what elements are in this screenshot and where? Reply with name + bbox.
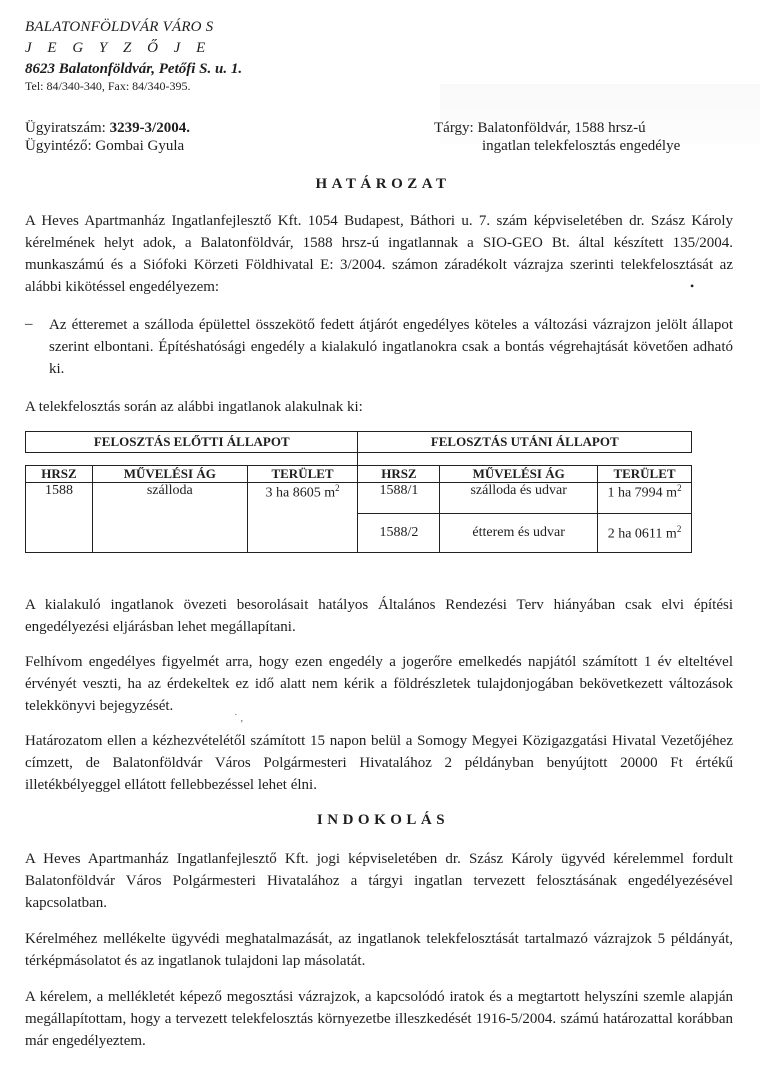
org-office: J E G Y Z Ő J E [25, 40, 212, 56]
subject-block [434, 119, 680, 155]
appeal-paragraph: Határozatom ellen a kézhezvételétől számított 15 napon belül a Somogy Megyei Közigazgatási Hivatal Vezetőjéhez címzett, de Balatonföldvár Város Polgármesteri Hivatalához 2 példányban benyújtott 20000 Ft értékű illetékbélyeggel ellátott fellebbezéssel lehet élni. [25, 733, 733, 793]
ink-speck: ˙ , [234, 712, 244, 724]
col-hrsz-after: HRSZ [358, 466, 440, 483]
case-label: Ügyiratszám: [25, 120, 106, 136]
org-address: 8623 Balatonföldvár, Petőfi S. u. 1. [25, 61, 243, 77]
after-hrsz-2: 1588/2 [358, 514, 440, 553]
officer-label: Ügyintéző: [25, 138, 92, 154]
subject-line2: ingatlan telekfelosztás engedélye [482, 138, 681, 154]
col-hrsz-before: HRSZ [26, 466, 93, 483]
before-header: FELOSZTÁS ELŐTTI ÁLLAPOT [26, 432, 358, 453]
reasoning-para1: A Heves Apartmanház Ingatlanfejlesztő Kft. jogi képviseletében dr. Szász Károly ügyvéd kérelemmel fordult Balatonföldvár Város Polgármesteri Hivatalához a tárgyi ingatlan tervezett felosztásának engedélyezésével kapcsolatban. [25, 851, 733, 911]
parcel-table [25, 431, 692, 553]
table-intro: A telekfelosztás során az alábbi ingatlanok alakulnak ki: [25, 399, 363, 415]
reasoning-para2: Kérelméhez mellékelte ügyvédi meghatalmazását, az ingatlanok telekfelosztását tartalmazó vázrajzok 5 példányát, térképmásolatot és az ingatlanok tulajdoni lap másolatát. [25, 931, 733, 969]
case-number: 3239-3/2004. [109, 120, 190, 136]
validity-paragraph: Felhívom engedélyes figyelmét arra, hogy ezen engedély a jogerőre emelkedés napjától számított 1 év elteltével érvényét veszti, ha az érdekeltek ez idő alatt nem kérik a földrészletek tulajdonjogában bekövetkezett változások telekkönyvi bejegyzését. [25, 654, 733, 714]
org-contact: Tel: 84/340-340, Fax: 84/340-395. [25, 79, 191, 93]
case-reference [25, 119, 190, 155]
reasoning-para3: A kérelem, a mellékletét képező megosztási vázrajzok, a kapcsolódó iratok és a megtartott helyszíni szemle alapján megállapítottam, hogy a tervezett telekfelosztás környezetbe illeszkedését 1916-5/2004. számú határozattal korábban már engedélyeztem. [25, 989, 733, 1049]
subject-line1: Balatonföldvár, 1588 hrsz-ú [477, 120, 646, 136]
table-row [26, 483, 692, 514]
decision-intro: A Heves Apartmanház Ingatlanfejlesztő Kft. 1054 Budapest, Báthori u. 7. szám képviseletében dr. Szász Károly kérelmének helyt adok, a Balatonföldvár, 1588 hrsz-ú ingatlannak a SIO-GEO Bt. által készített 135/2004. munkaszámú és a Siófoki Körzeti Földhivatal E: 3/2004. számon záradékolt vázrajza szerinti telekfelosztását az alábbi kikötéssel engedélyezem: [25, 213, 733, 295]
after-use-1: szálloda és udvar [440, 483, 598, 514]
zoning-paragraph: A kialakuló ingatlanok övezeti besorolásait hatályos Általános Rendezési Terv hiányában csak elvi építési engedélyezési eljárásban lehet megállapítani. [25, 597, 733, 635]
col-area-before: TERÜLET [247, 466, 358, 483]
before-area: 3 ha 8605 $m^2$ [247, 483, 358, 553]
decision-title: HATÁROZAT [315, 176, 451, 192]
after-header: FELOSZTÁS UTÁNI ÁLLAPOT [358, 432, 692, 453]
col-use-before: MŰVELÉSI ÁG [92, 466, 247, 483]
col-use-after: MŰVELÉSI ÁG [440, 466, 598, 483]
officer-name: Gombai Gyula [95, 138, 185, 154]
org-name: BALATONFÖLDVÁR VÁRO S [25, 19, 214, 35]
after-area-2: 2 ha 0611 $m^2$ [598, 514, 692, 553]
condition-dash: – [25, 316, 33, 332]
col-area-after: TERÜLET [598, 466, 692, 483]
subject-label: Tárgy: [434, 120, 474, 136]
after-use-2: étterem és udvar [440, 514, 598, 553]
after-area-1: 1 ha 7994 $m^2$ [598, 483, 692, 514]
before-use: szálloda [92, 483, 247, 553]
after-hrsz-1: 1588/1 [358, 483, 440, 514]
before-hrsz: 1588 [26, 483, 93, 553]
speck: • [690, 279, 695, 293]
condition-text: Az étteremet a szálloda épülettel összekötő fedett átjárót engedélyes köteles a változási vázrajzon jelölt állapot szerint elbontani. Építéshatósági engedély a kialakuló ingatlanokra csak a bontás végrehajtását követően adható ki. [49, 317, 733, 377]
reasoning-title: INDOKOLÁS [316, 812, 450, 828]
